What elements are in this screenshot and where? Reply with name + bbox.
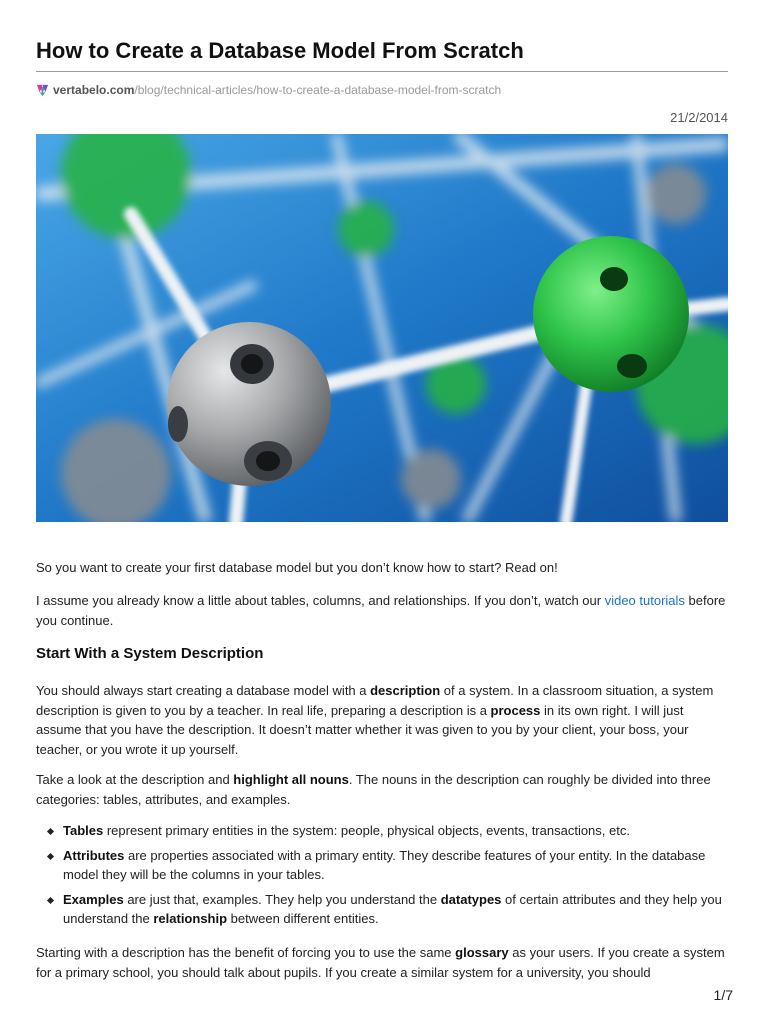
bold-term-description: description — [370, 683, 441, 698]
section-paragraph-2 — [36, 770, 728, 809]
intro-paragraph-1: So you want to create your first database model but you don’t know how to start? Read on! — [36, 560, 558, 575]
bold-term-highlight-all-nouns: highlight all nouns — [233, 772, 349, 787]
intro-paragraph-2 — [36, 591, 728, 630]
intro-p2-before: I assume you already know a little about tables, columns, and relationships. If you don’t, watch our — [36, 593, 605, 608]
vertabelo-logo-icon — [36, 84, 49, 97]
list-item — [36, 846, 728, 885]
text-run: represent primary entities in the system: people, physical objects, events, transactions, etc. — [103, 823, 630, 838]
bullet-diamond-icon — [47, 852, 54, 859]
source-domain[interactable]: vertabelo.com — [53, 83, 135, 97]
list-item — [36, 821, 728, 841]
bold-term-process: process — [490, 702, 541, 718]
text-run: Starting with a description has the benefit of forcing you to use the same — [36, 945, 456, 960]
article-title: How to Create a Database Model From Scratch — [36, 38, 524, 63]
section-paragraph-1 — [36, 681, 728, 759]
section-paragraph-3 — [36, 943, 728, 982]
text-run: between different entities. — [227, 911, 379, 926]
section-heading: Start With a System Description — [36, 645, 264, 662]
text-run: Take a look at the description and — [36, 772, 234, 787]
video-tutorials-link[interactable]: video tutorials — [604, 593, 685, 608]
text-run: are just that, examples. They help you understand the — [123, 891, 441, 907]
text-run: of a system. In a classroom situation, a system description is given to you by a teacher. In real life, preparing a description is a — [36, 683, 714, 718]
text-run: You should always start creating a database model with a — [36, 683, 371, 698]
bullet-diamond-icon — [47, 828, 54, 835]
text-run: of certain attributes and they help you understand the — [63, 891, 722, 926]
bullet-diamond-icon — [47, 896, 54, 903]
bold-term-datatypes: datatypes — [440, 891, 502, 907]
noun-categories-list — [36, 821, 728, 934]
source-line — [36, 81, 728, 99]
publish-date: 21/2/2014 — [670, 110, 728, 125]
intro-p2-after: before you continue. — [36, 593, 726, 628]
text-run: in its own right. I will just assume that you have the description. It doesn’t matter whether it was given to you by your client, your boss, your teacher, or you wrote it up yourself. — [36, 702, 689, 757]
bold-term-glossary: glossary — [455, 945, 509, 960]
bold-term-tables: Tables — [63, 823, 104, 838]
hero-image-molecule-model — [36, 134, 728, 522]
bold-term-relationship: relationship — [153, 911, 228, 926]
text-run: are properties associated with a primary entity. They describe features of your entity. In the database model they will be the columns in your tables. — [63, 847, 706, 882]
source-path[interactable]: /blog/technical-articles/how-to-create-a-database-model-from-scratch — [134, 83, 502, 97]
page-number: 1/7 — [713, 987, 733, 1003]
document-page — [36, 0, 728, 522]
list-item — [36, 890, 728, 929]
text-run: . The nouns in the description can roughly be divided into three categories: tables, attributes, and examples. — [36, 772, 711, 807]
bold-term-attributes: Attributes — [63, 847, 125, 863]
text-run: as your users. If you create a system for a primary school, you should talk about pupils. If you create a similar system for a university, you should — [36, 945, 725, 980]
title-divider — [36, 71, 728, 72]
bold-term-examples: Examples — [63, 891, 124, 907]
